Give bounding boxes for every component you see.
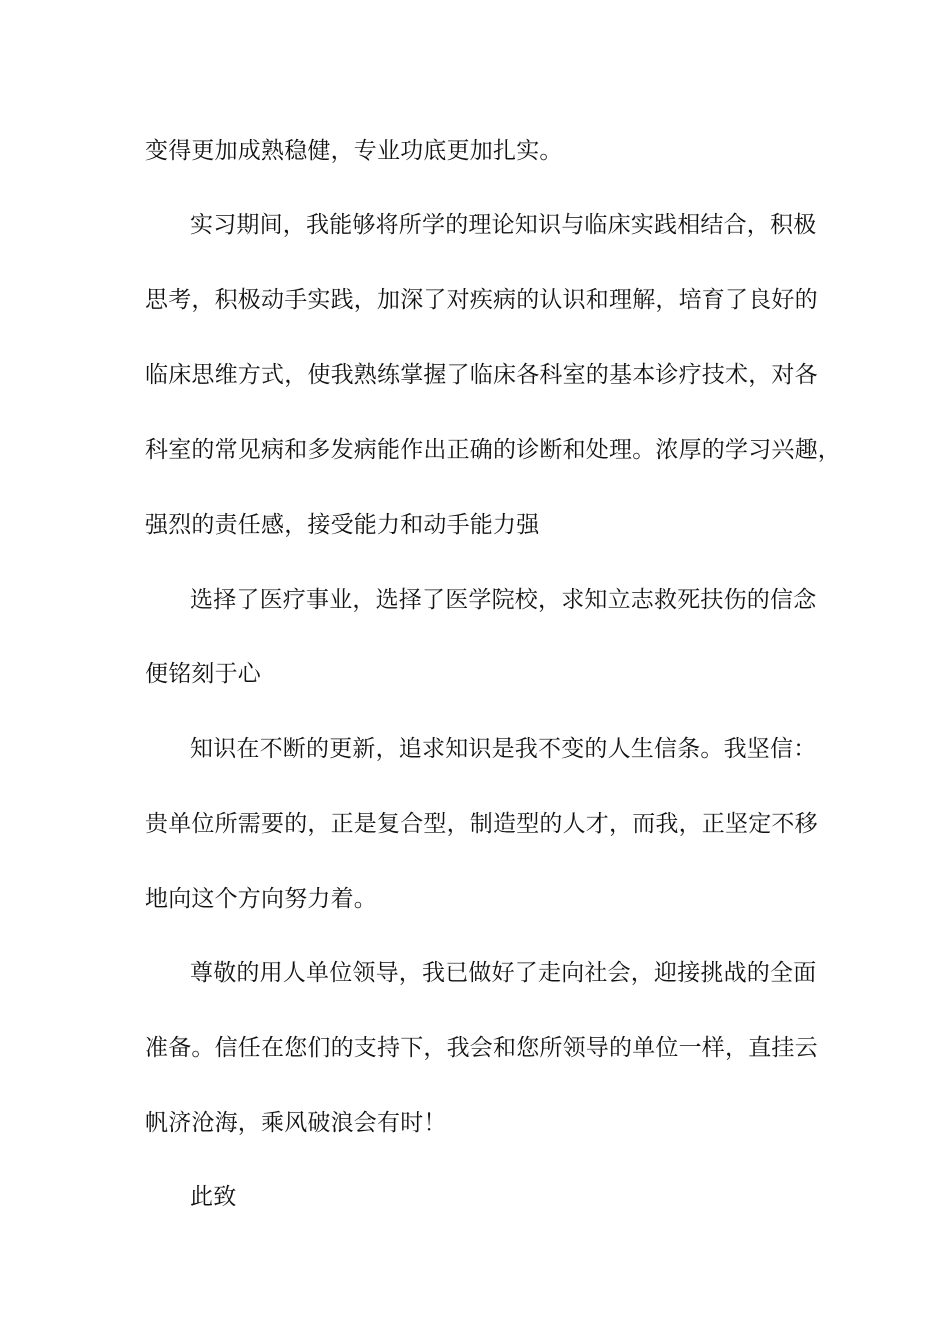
text-line-2: 实习期间，我能够将所学的理论知识与临床实践相结合，积极 xyxy=(190,212,817,238)
text-line-12: 尊敬的用人单位领导，我已做好了走向社会，迎接挑战的全面 xyxy=(190,960,817,986)
text-line-10: 贵单位所需要的，正是复合型，制造型的人才，而我，正坚定不移 xyxy=(145,811,818,837)
text-line-11: 地向这个方向努力着。 xyxy=(145,886,377,912)
text-line-14: 帆济沧海，乘风破浪会有时！ xyxy=(145,1110,447,1136)
text-line-13: 准备。信任在您们的支持下，我会和您所领导的单位一样，直挂云 xyxy=(145,1035,818,1061)
text-line-8: 便铭刻于心 xyxy=(145,661,261,687)
text-line-3: 思考，积极动手实践，加深了对疾病的认识和理解，培育了良好的 xyxy=(145,287,818,313)
text-line-9: 知识在不断的更新，追求知识是我不变的人生信条。我坚信： xyxy=(190,736,817,762)
text-line-6: 强烈的责任感，接受能力和动手能力强 xyxy=(145,512,540,538)
text-line-7: 选择了医疗事业，选择了医学院校，求知立志救死扶伤的信念 xyxy=(190,587,817,613)
text-line-15: 此致 xyxy=(190,1184,237,1210)
text-line-5: 科室的常见病和多发病能作出正确的诊断和处理。浓厚的学习兴趣， xyxy=(145,437,841,463)
text-line-4: 临床思维方式，使我熟练掌握了临床各科室的基本诊疗技术，对各 xyxy=(145,362,818,388)
text-line-1: 变得更加成熟稳健，专业功底更加扎实。 xyxy=(145,138,563,164)
